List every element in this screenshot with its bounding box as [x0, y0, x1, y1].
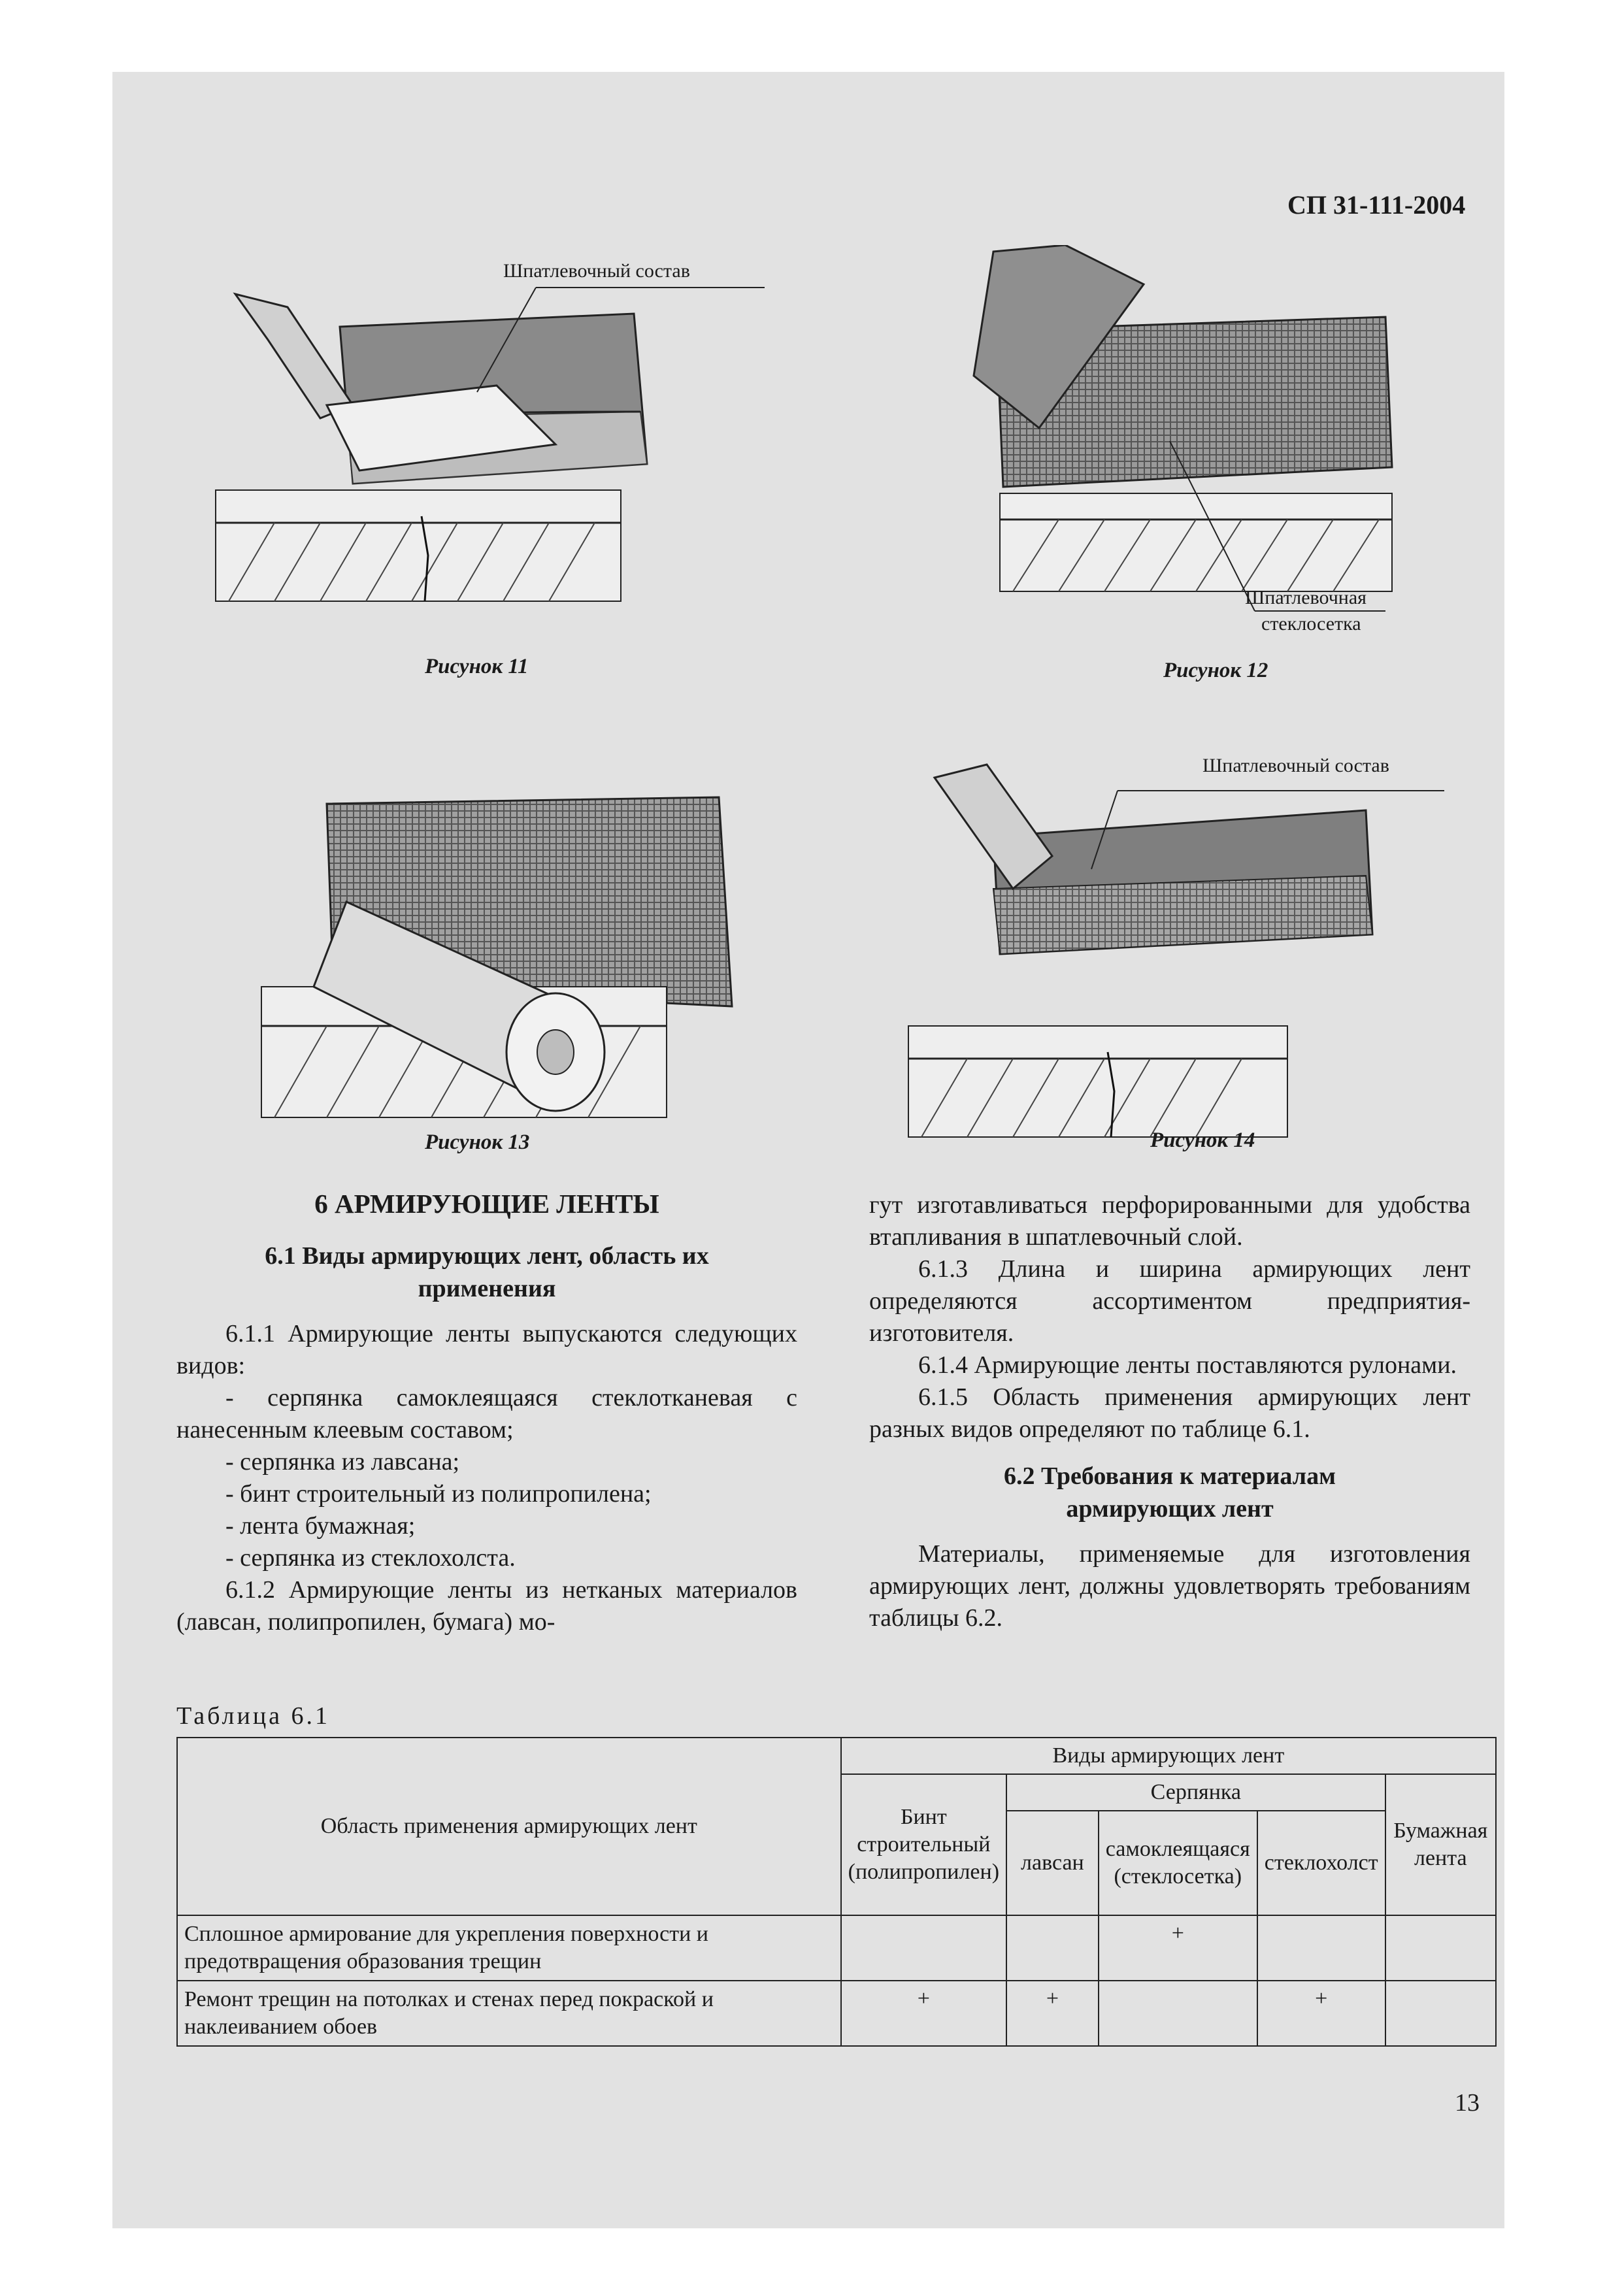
figure-12-caption: Рисунок 12 [1163, 659, 1268, 682]
table-cell [1257, 1915, 1385, 1981]
figure-12-drawing [889, 245, 1490, 696]
document-code: СП 31-111-2004 [1287, 190, 1466, 220]
column-header-bint: Бинт строительный (полипропилен) [841, 1774, 1006, 1915]
figure-12 [889, 245, 1490, 696]
paragraph-6-1-1: 6.1.1 Армирующие ленты выпускаются следующих видов: [176, 1320, 797, 1379]
paragraph-6-2: Материалы, применяемые для изготовления армирующих лент, должны удовлетворять требованиям таблицы 6.2. [869, 1540, 1470, 1632]
list-item: - бинт строительный из полипропилена; [225, 1480, 652, 1508]
table-6-1-caption: Таблица 6.1 [176, 1702, 331, 1730]
table-cell: + [1099, 1915, 1257, 1981]
column-group-header: Виды армирующих лент [841, 1738, 1496, 1774]
paragraph-6-1-5: 6.1.5 Область применения армирующих лент разных видов определяют по таблице 6.1. [869, 1383, 1470, 1443]
table-cell [1099, 1981, 1257, 2046]
subsection-6-2-title: 6.2 Требования к материалам армирующих лент [1004, 1462, 1336, 1523]
figure-13 [248, 791, 797, 1170]
table-row [177, 1981, 1496, 2046]
table-cell: + [1006, 1981, 1099, 2046]
figure-14-caption: Рисунок 14 [1150, 1129, 1255, 1152]
figure-14-label: Шпатлевочный состав [1202, 755, 1389, 776]
column-header-stekloholst: стеклохолст [1257, 1811, 1385, 1915]
list-item: - серпянка из стеклохолста. [225, 1544, 516, 1572]
column-header-serpyanka: Серпянка [1006, 1774, 1385, 1811]
subsection-6-1-title: 6.1 Виды армирующих лент, область их применения [265, 1242, 709, 1302]
table-6-1 [176, 1737, 1497, 2047]
section-title: 6 АРМИРУЮЩИЕ ЛЕНТЫ [314, 1189, 659, 1219]
figure-12-label-2: стеклосетка [1261, 613, 1361, 635]
column-header-samoklei: самоклеящаяся (стеклосетка) [1099, 1811, 1257, 1915]
figure-13-caption: Рисунок 13 [425, 1130, 530, 1154]
figure-11 [190, 255, 778, 678]
list-item: - лента бумажная; [225, 1512, 416, 1540]
left-column [176, 1188, 797, 1638]
figure-14 [895, 751, 1490, 1163]
column-header-lavsan: лавсан [1006, 1811, 1099, 1915]
list-item: - серпянка из лавсана; [225, 1448, 460, 1476]
paragraph-6-1-4: 6.1.4 Армирующие ленты поставляются рулонами. [918, 1351, 1457, 1379]
table-cell: + [1257, 1981, 1385, 2046]
figure-11-drawing [190, 255, 778, 647]
column-header-bumazh: Бумажная лента [1385, 1774, 1496, 1915]
figure-14-drawing [895, 751, 1490, 1163]
table-cell: + [841, 1981, 1006, 2046]
table-cell [1006, 1915, 1099, 1981]
paragraph-6-1-2-start: 6.1.2 Армирующие ленты из нетканых материалов (лавсан, полипропилен, бумага) мо- [176, 1576, 797, 1636]
table-cell [1385, 1915, 1496, 1981]
table-cell [1385, 1981, 1496, 2046]
figure-12-label-1: Шпатлевочная [1245, 587, 1367, 608]
table-header-row [177, 1738, 1496, 1774]
paragraph-6-1-3: 6.1.3 Длина и ширина армирующих лент определяются ассортиментом предприятия-изготовителя. [869, 1255, 1470, 1347]
page-number: 13 [1455, 2089, 1480, 2117]
table-cell-area: Ремонт трещин на потолках и стенах перед покраской и наклеиванием обоев [177, 1981, 841, 2046]
right-column [869, 1189, 1470, 1634]
list-item: - серпянка самоклеящаяся стеклотканевая с нанесенным клеевым составом; [176, 1384, 797, 1443]
table-cell-area: Сплошное армирование для укрепления поверхности и предотвращения образования трещин [177, 1915, 841, 1981]
figure-13-drawing [248, 791, 797, 1170]
figure-11-caption: Рисунок 11 [425, 655, 529, 678]
column-header-area: Область применения армирующих лент [177, 1738, 841, 1915]
figure-11-label: Шпатлевочный состав [503, 260, 690, 282]
armoring-tape-types-list [176, 1382, 797, 1574]
table-cell [841, 1915, 1006, 1981]
paragraph-6-1-2-end: гут изготавливаться перфорированными для удобства втапливания в шпатлевочный слой. [869, 1191, 1470, 1251]
table-row [177, 1915, 1496, 1981]
